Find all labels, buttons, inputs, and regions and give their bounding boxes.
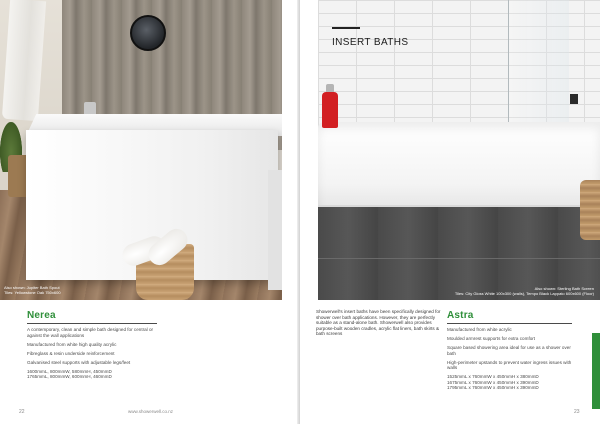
- feature-item: Galvanised steel supports with adjustable legs/feet: [27, 359, 131, 365]
- insert-bath: [318, 122, 600, 210]
- screen-hinge: [570, 94, 578, 104]
- product-title-nerea: Nerea: [27, 310, 56, 321]
- photo-caption-right: Also shown: Sterling Bath Screen Tiles: City Gloss White 100x300 (walls), Tempo Black Lappato 600x600 (Floor): [454, 286, 594, 296]
- title-divider: [447, 323, 572, 324]
- page-number-left: 22: [19, 409, 25, 415]
- feature-item: A contemporary, clean and simple bath designed for central or against the wall applications: [27, 327, 154, 338]
- green-edge-tab: [592, 333, 600, 409]
- page-number-right: 23: [574, 409, 580, 415]
- dimension-item: 1525mmL x 760mmW x 450mmH x 380mmD: [447, 374, 539, 380]
- red-soap-bottle: [322, 92, 338, 128]
- astra-feature-list: [447, 327, 577, 391]
- dimension-item: 1765mmL, 800mmW, 600mmH, 460mmD: [27, 374, 112, 380]
- feature-item: Square based showering area ideal for use as a shower over bath: [447, 345, 571, 356]
- dimension-item: 1795mmL x 760mmW x 450mmH x 390mmD: [447, 385, 539, 391]
- woven-basket: [580, 180, 600, 240]
- feature-item: Manufactured from white high quality acrylic: [27, 341, 117, 347]
- heading-rule: [332, 27, 360, 29]
- feature-item: High-perimeter upstands to prevent water ingress issues with walls: [447, 359, 572, 371]
- tile-seam: [318, 258, 600, 259]
- section-heading: INSERT BATHS: [332, 37, 409, 48]
- dimension-item: 1675mmL x 760mmW x 450mmH x 390mmD: [447, 379, 539, 385]
- bath-side-panel: [268, 170, 282, 290]
- feature-item: Manufactured from white acrylic: [447, 327, 512, 332]
- feature-item: Moulded armrest supports for extra comfort: [447, 336, 536, 342]
- product-title-astra: Astra: [447, 310, 474, 321]
- photo-caption-left: Also shown: Jupiter Bath Spout Tiles: Yellowstone Oak 750x600: [4, 285, 61, 295]
- nerea-bath-photo: [0, 0, 282, 300]
- website-url: www.showerwell.co.nz: [128, 409, 174, 414]
- insert-baths-intro: Showerwell's insert baths have been specifically designed for shower over bath applications. However, they are perfectly suitable as a stand-alone bath. Showerwell also provides purpose-built wooden cradles, acrylic flat liners, bath skirts & bath screens: [316, 309, 441, 337]
- insert-bath-photo: [318, 0, 600, 300]
- bath-screen: [508, 0, 569, 142]
- dimension-item: 1600mmL, 800mmW, 580mmH, 450mmD: [27, 368, 112, 374]
- feature-item: Fibreglass & resin underside reinforcement: [27, 350, 115, 356]
- title-divider: [27, 323, 157, 324]
- nerea-feature-list: [27, 327, 167, 380]
- round-mirror: [130, 15, 166, 51]
